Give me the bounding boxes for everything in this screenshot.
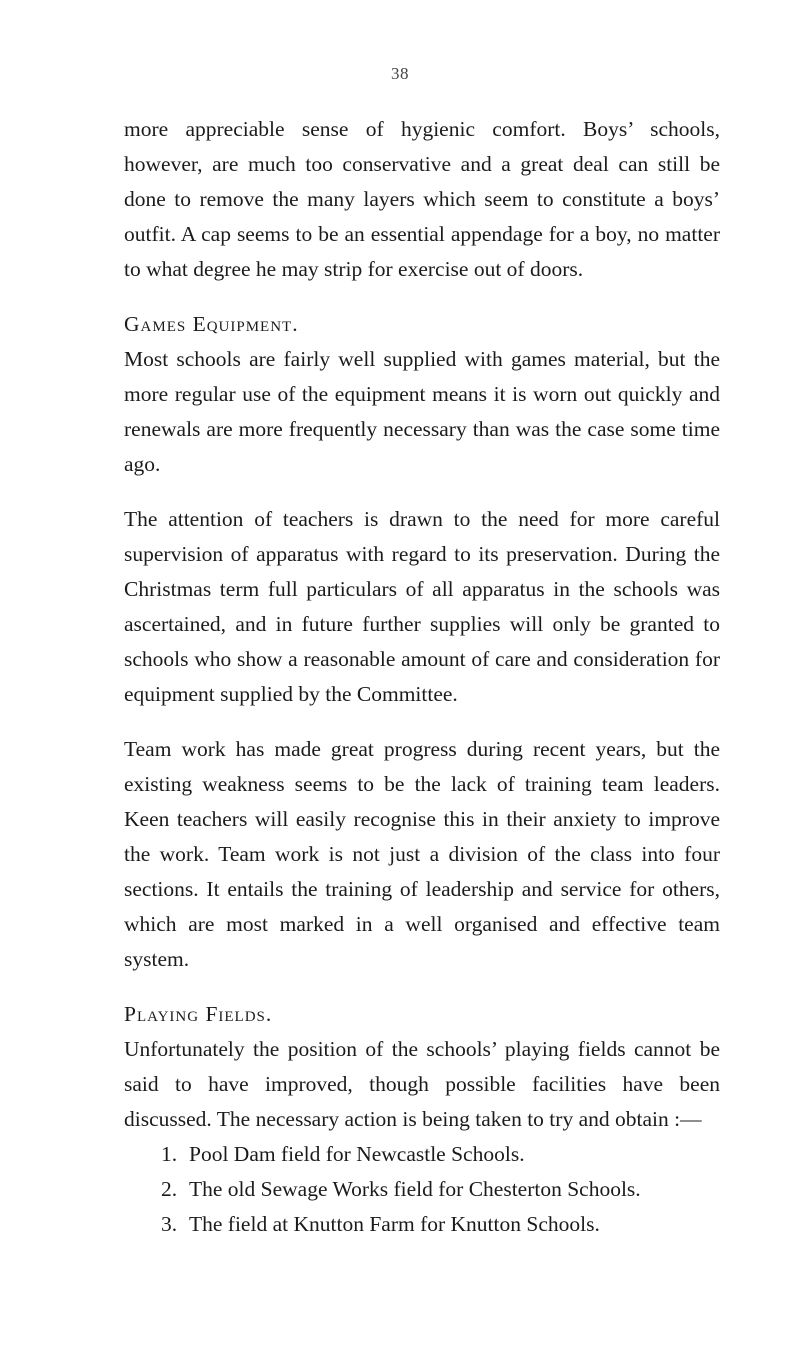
playing-fields-list <box>124 1137 720 1242</box>
list-item-number: 1. <box>161 1142 178 1166</box>
list-item-text: The old Sewage Works field for Chesterton Schools. <box>189 1177 641 1201</box>
page-number: 38 <box>391 64 409 83</box>
playing-fields-paragraph: Unfortunately the position of the schools’ playing fields cannot be said to have improved, though possible facilities have been discussed. The necessary action is being taken to try and obtain :— <box>124 1037 720 1131</box>
list-item-text: Pool Dam field for Newcastle Schools. <box>189 1142 525 1166</box>
playing-fields-heading: Playing Fields. <box>124 1002 273 1026</box>
list-item-text: The field at Knutton Farm for Knutton Schools. <box>189 1212 600 1236</box>
intro-paragraph: more appreciable sense of hygienic comfort. Boys’ schools, however, are much too conservative and a great deal can still be done to remove the many layers which seem to constitute a boys’ outfit. A cap seems to be an essential appendage for a boy, no matter to what degree he may strip for exercise out of doors. <box>124 117 720 281</box>
games-equipment-paragraph-1: Most schools are fairly well supplied with games material, but the more regular use of the equipment means it is worn out quickly and renewals are more frequently necessary than was the case some time ago. <box>124 347 720 476</box>
list-item <box>161 1207 720 1242</box>
list-item-number: 3. <box>161 1212 178 1236</box>
list-item <box>161 1137 720 1172</box>
list-item <box>161 1172 720 1207</box>
games-equipment-paragraph-3: Team work has made great progress during recent years, but the existing weakness seems to be the lack of training team leaders. Keen teachers will easily recognise this in their anxiety to improve the work. Team work is not just a division of the class into four sections. It entails the training of leadership and service for others, which are most marked in a well organised and effective team system. <box>124 737 720 971</box>
games-equipment-paragraph-2: The attention of teachers is drawn to the need for more careful supervision of apparatus with regard to its preservation. During the Christmas term full particulars of all apparatus in the schools was ascertained, and in future further supplies will only be granted to schools who show a reasonable amount of care and consideration for equipment supplied by the Committee. <box>124 507 720 706</box>
games-equipment-heading: Games Equipment. <box>124 312 299 336</box>
list-item-number: 2. <box>161 1177 178 1201</box>
